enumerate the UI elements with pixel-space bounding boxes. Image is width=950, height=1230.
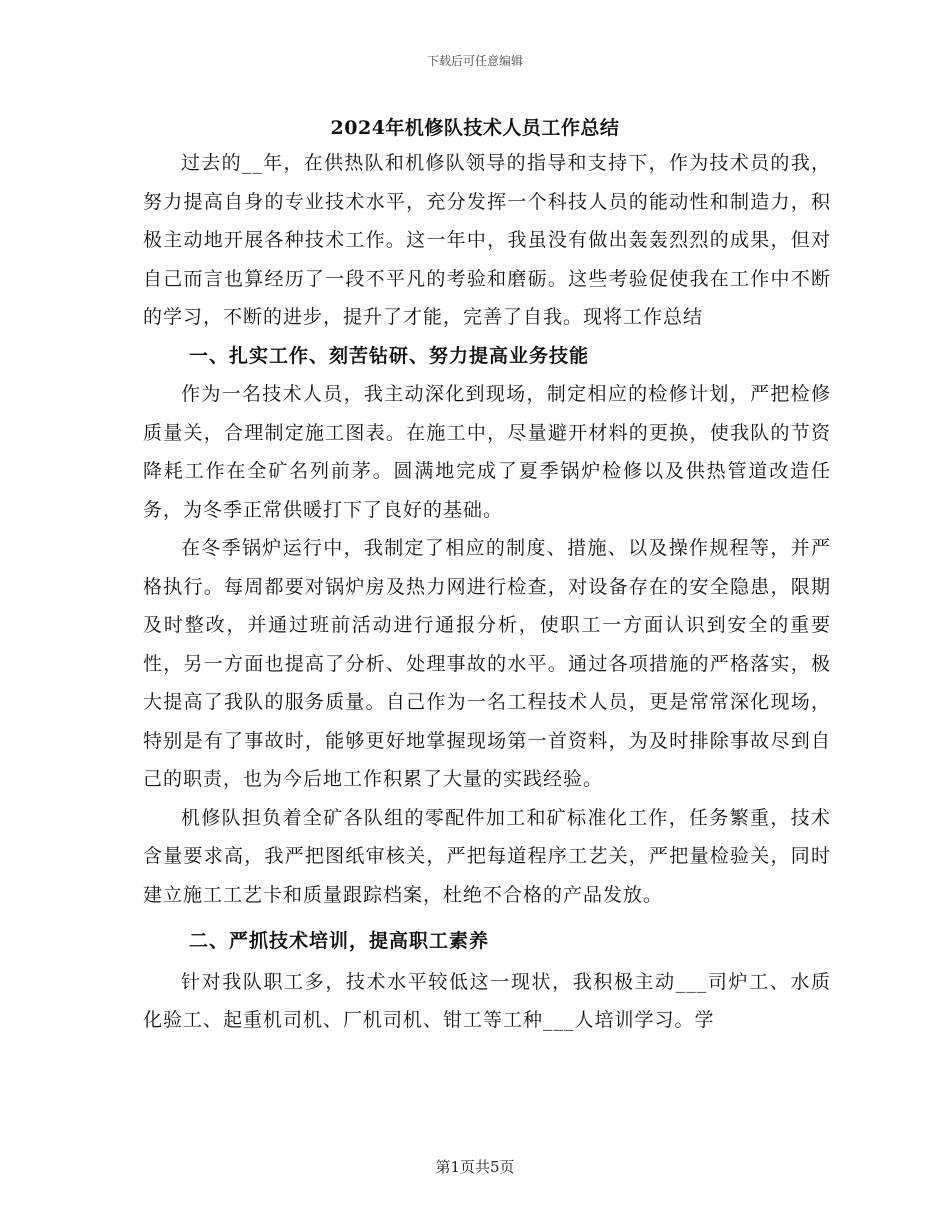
paragraph-machining: 机修队担负着全矿各队组的零配件加工和矿标准化工作，任务繁重，技术含量要求高，我严把图纸审核关，严把每道程序工艺关，严把量检验关，同时建立施工工艺卡和质量跟踪档案，杜绝不合格的产品发放。 [143, 806, 831, 906]
document-title: 2024年机修队技术人员工作总结 [330, 117, 620, 139]
paragraph-inspection: 作为一名技术人员，我主动深化到现场，制定相应的检修计划，严把检修质量关，合理制定施工图表。在施工中，尽量避开材料的更换，使我队的节资降耗工作在全矿名列前茅。圆满地完成了夏季锅炉检修以及供热管道改造任务，为冬季正常供暖打下了良好的基础。 [143, 383, 831, 521]
paragraph-boiler-operation: 在冬季锅炉运行中，我制定了相应的制度、措施、以及操作规程等，并严格执行。每周都要对锅炉房及热力网进行检查，对设备存在的安全隐患，限期及时整改，并通过班前活动进行通报分析，使职工一方面认识到安全的重要性，另一方面也提高了分析、处理事故的水平。通过各项措施的严格落实，极大提高了我队的服务质量。自己作为一名工程技术人员，更是常常深化现场，特别是有了事故时，能够更好地掌握现场第一首资料，为及时排除事故尽到自己的职责，也为今后地工作积累了大量的实践经验。 [143, 537, 831, 790]
document-body [143, 144, 831, 1040]
section-heading-2: 二、严抓技术培训，提高职工素养 [189, 930, 490, 952]
page-footer-number: 第1页共5页 [435, 1158, 515, 1176]
paragraph-intro: 过去的__年，在供热队和机修队领导的指导和支持下，作为技术员的我，努力提高自身的专业技术水平，充分发挥一个科技人员的能动性和制造力，积极主动地开展各种技术工作。这一年中，我虽没有做出轰轰烈烈的成果，但对自己而言也算经历了一段不平凡的考验和磨砺。这些考验促使我在工作中不断的学习，不断的进步，提升了才能，完善了自我。现将工作总结 [143, 152, 831, 328]
page-header-note: 下载后可任意编辑 [426, 54, 523, 68]
section-heading-1: 一、扎实工作、刻苦钻研、努力提高业务技能 [189, 344, 590, 367]
paragraph-training: 针对我队职工多，技术水平较低这一现状，我积极主动___司炉工、水质化验工、起重机司机、厂机司机、钳工等工种___人培训学习。学 [143, 970, 831, 1031]
